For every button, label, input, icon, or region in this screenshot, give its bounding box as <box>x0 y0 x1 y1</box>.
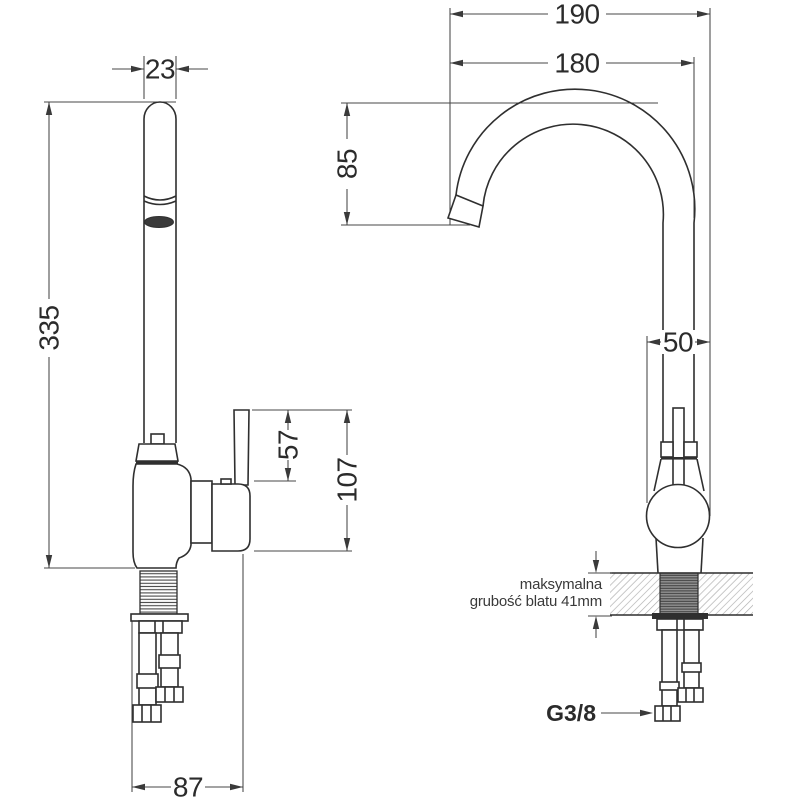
arrowhead-down-icon <box>593 560 599 573</box>
arrowhead-right-icon <box>697 11 710 17</box>
collar-seal-band-front <box>661 457 697 460</box>
ball-joint <box>647 485 710 548</box>
countertop <box>470 551 753 638</box>
arrowhead-left-icon <box>132 784 145 790</box>
collar-right-block <box>684 442 697 457</box>
arrowhead-left-icon <box>450 11 463 17</box>
spout-outer-arc <box>456 89 695 461</box>
dim-spout-drop-label: 85 <box>331 148 363 180</box>
cartridge-housing <box>212 484 250 551</box>
collar <box>136 444 178 461</box>
spout-joint-line2 <box>144 201 176 205</box>
spout-pipe-side <box>144 102 176 443</box>
front-mounting <box>652 613 708 721</box>
front-view <box>332 0 754 726</box>
supply-hose-right-front <box>684 630 699 688</box>
dim-total-height-label: 335 <box>33 305 65 351</box>
dim-base-span-label: 87 <box>172 771 204 800</box>
hose-nut-right <box>156 687 183 702</box>
collar-left-block <box>661 442 673 457</box>
dim-spout-reach-label: 180 <box>554 47 600 79</box>
arrowhead-right-icon <box>640 710 653 716</box>
countertop-note-line1: maksymalna <box>519 576 602 593</box>
arrowhead-right-icon <box>681 60 694 66</box>
aerator-tip <box>448 195 483 227</box>
hose-nut-left <box>133 705 161 722</box>
supply-hose-left <box>139 633 156 705</box>
arrowhead-up-icon <box>46 102 52 115</box>
thread-callout <box>546 700 653 726</box>
lever-handle-side <box>234 410 249 485</box>
mounting-flange-side <box>131 614 188 621</box>
dim-body-diameter-label: 50 <box>662 326 694 358</box>
hose-coupling-left <box>137 674 158 688</box>
body-side <box>133 464 191 568</box>
mounting-flange-front <box>652 613 708 619</box>
hose-nut-right-front <box>678 688 703 702</box>
spout-joint-line <box>144 196 176 200</box>
dim-body-height-label: 107 <box>331 457 363 503</box>
dimension-spout-width <box>112 54 208 100</box>
mounting-nut-front <box>657 619 703 630</box>
faucet-side-body <box>131 102 250 722</box>
arrowhead-right-icon <box>230 784 243 790</box>
spout-inner-arc <box>483 124 663 461</box>
arrowhead-down-icon <box>46 555 52 568</box>
cartridge-neck <box>191 481 212 543</box>
hose-coupling-right <box>159 655 180 668</box>
dimension-spout-reach <box>450 48 694 219</box>
arrowhead-up-icon <box>344 410 350 423</box>
arrowhead-right-icon <box>131 66 144 72</box>
thread-size-label: G3/8 <box>546 700 596 726</box>
lever-handle-front <box>673 408 684 486</box>
dimension-spout-drop <box>332 103 659 225</box>
arrowhead-down-icon <box>344 538 350 551</box>
arrowhead-up-icon <box>593 616 599 629</box>
arrowhead-left-icon <box>450 60 463 66</box>
aerator-outlet-ellipse <box>145 217 174 228</box>
collar-clip <box>151 434 164 444</box>
arrowhead-up-icon <box>344 103 350 116</box>
arrowhead-left-icon <box>647 339 660 345</box>
arrowhead-right-icon <box>697 339 710 345</box>
arrowhead-left-icon <box>176 66 189 72</box>
threaded-tailpiece-side <box>140 571 177 614</box>
arrowhead-down-icon <box>285 468 291 481</box>
countertop-note-line2: grubość blatu 41mm <box>469 593 602 610</box>
supply-hose-left-front <box>662 630 677 706</box>
hose-nut-left-front <box>655 706 680 721</box>
dim-spout-width-label: 23 <box>144 53 176 85</box>
lever-pivot <box>221 479 231 484</box>
hose-coupling-left-front <box>660 682 679 690</box>
dim-overall-width-label: 190 <box>554 0 600 30</box>
side-view <box>34 54 363 800</box>
arrowhead-up-icon <box>285 410 291 423</box>
dim-lever-height-label: 57 <box>272 429 304 461</box>
hose-coupling-right-front <box>682 663 701 672</box>
mounting-nut-side <box>139 621 182 633</box>
threaded-tailpiece-front <box>660 573 698 615</box>
arrowhead-down-icon <box>344 212 350 225</box>
